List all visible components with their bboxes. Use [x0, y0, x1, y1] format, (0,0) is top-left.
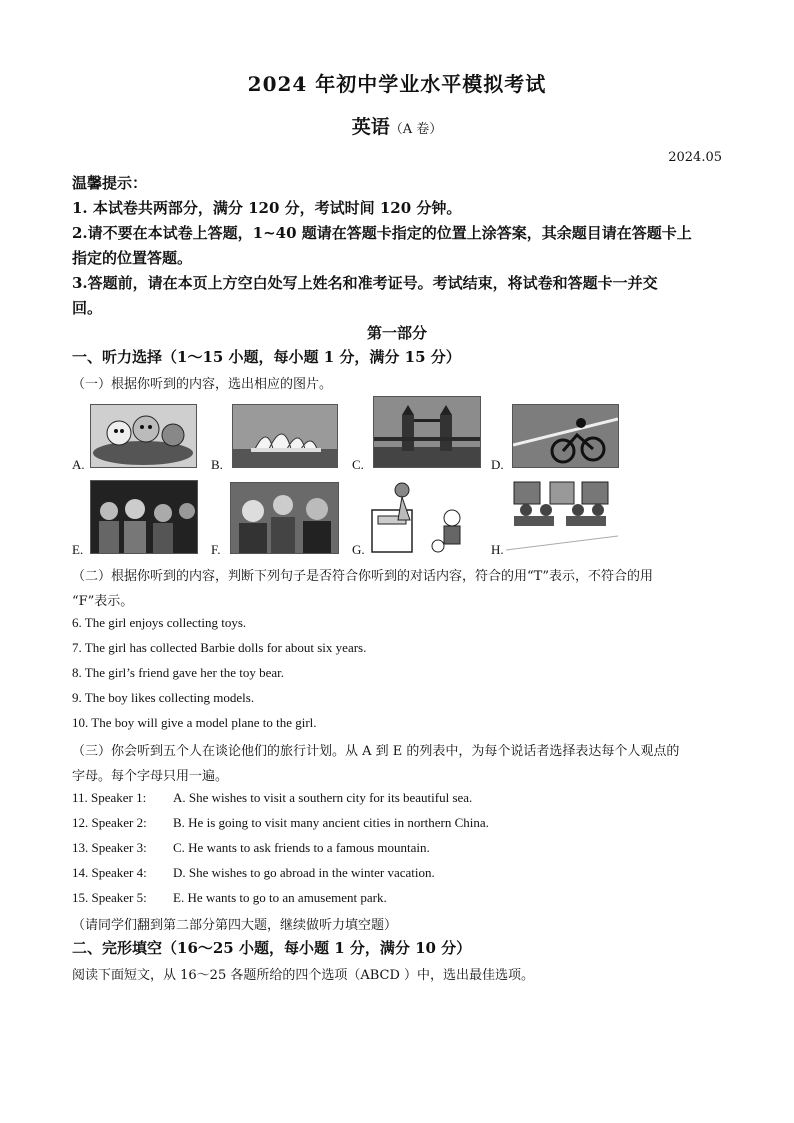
- cartoon-characters-icon: [91, 405, 196, 467]
- cloze-instruction: 阅读下面短文，从 16～25 各题所给的四个选项（ABCD ）中，选出最佳选项。: [72, 968, 535, 983]
- picture-label-e: E.: [72, 542, 84, 557]
- speaker-11: 11. Speaker 1:: [72, 790, 147, 805]
- statement-6: 6. The girl enjoys collecting toys.: [72, 615, 247, 630]
- speaker-15: 15. Speaker 5:: [72, 890, 147, 905]
- exam-date: 2024.05: [668, 150, 722, 165]
- statement-10: 10. The boy will give a model plane to the girl.: [72, 715, 317, 730]
- picture-e-cinema-audience: [90, 480, 198, 554]
- tip-line-3b: 回。: [72, 299, 103, 317]
- tips-heading: 温馨提示：: [72, 174, 148, 192]
- picture-label-c: C.: [352, 457, 364, 472]
- speaker-14: 14. Speaker 4:: [72, 865, 147, 880]
- picture-a-cartoon-characters: [90, 404, 197, 468]
- option-c: C. He wants to ask friends to a famous mountain.: [173, 840, 430, 855]
- cinema-audience-icon: [91, 481, 197, 553]
- sub-three-instruction-line1: （三）你会听到五个人在谈论他们的旅行计划。从 A 到 E 的列表中，为每个说话者选择表达每个人观点的: [72, 744, 680, 759]
- tip-line-3a: 3.答题前，请在本页上方空白处写上姓名和准考证号。考试结束，将试卷和答题卡一并交: [72, 274, 658, 292]
- classroom-icon: [506, 480, 618, 552]
- cyclist-icon: [513, 405, 618, 467]
- speaker-13: 13. Speaker 3:: [72, 840, 147, 855]
- sub-three-instruction-line2: 字母。每个字母只用一遍。: [72, 769, 229, 784]
- option-d: D. She wishes to go abroad in the winter vacation.: [173, 865, 435, 880]
- sub-two-instruction-line1: （二）根据你听到的内容，判断下列句子是否符合你听到的对话内容，符合的用“T”表示，不符合的用: [72, 569, 653, 584]
- washing-clothes-icon: [370, 480, 482, 554]
- subject-name: 英语: [351, 116, 390, 138]
- picture-g-washing-clothes: [370, 480, 482, 554]
- sub-one-instruction: （一）根据你听到的内容，选出相应的图片。: [72, 377, 333, 392]
- option-b: B. He is going to visit many ancient cities in northern China.: [173, 815, 489, 830]
- sub-two-instruction-line2: “F”表示。: [72, 594, 134, 609]
- picture-h-classroom: [506, 480, 618, 552]
- section-cloze-heading: 二、完形填空（16～25 小题，每小题 1 分，满分 10 分）: [72, 939, 472, 957]
- opera-house-icon: [233, 405, 337, 467]
- exam-title: 2024 年初中学业水平模拟考试: [247, 72, 547, 96]
- picture-label-a: A.: [72, 457, 85, 472]
- picture-label-g: G.: [352, 542, 365, 557]
- part-one-heading: 第一部分: [366, 324, 427, 342]
- option-e: E. He wants to go to an amusement park.: [173, 890, 387, 905]
- section-listening-heading: 一、听力选择（1～15 小题，每小题 1 分，满分 15 分）: [72, 348, 461, 366]
- turn-page-note: （请同学们翻到第二部分第四大题，继续做听力填空题）: [72, 918, 398, 933]
- picture-b-opera-house: [232, 404, 338, 468]
- paper-version: （A 卷）: [389, 122, 443, 137]
- speaker-12: 12. Speaker 2:: [72, 815, 147, 830]
- tip-line-2a: 2.请不要在本试卷上答题，1~40 题请在答题卡指定的位置上涂答案，其余题目请在答题卡上: [72, 224, 692, 242]
- tip-line-2b: 指定的位置答题。: [72, 249, 193, 267]
- picture-label-f: F.: [211, 542, 221, 557]
- picture-label-b: B.: [211, 457, 223, 472]
- subject-title: [0, 112, 794, 139]
- picture-c-tower-bridge: [373, 396, 481, 468]
- tower-bridge-icon: [374, 397, 480, 467]
- option-a: A. She wishes to visit a southern city for its beautiful sea.: [173, 790, 473, 805]
- statement-7: 7. The girl has collected Barbie dolls for about six years.: [72, 640, 367, 655]
- tip-line-1: 1. 本试卷共两部分，满分 120 分，考试时间 120 分钟。: [72, 199, 462, 217]
- picture-d-cyclist: [512, 404, 619, 468]
- picture-label-d: D.: [491, 457, 504, 472]
- statement-9: 9. The boy likes collecting models.: [72, 690, 255, 705]
- statement-8: 8. The girl’s friend gave her the toy bear.: [72, 665, 285, 680]
- picture-label-h: H.: [491, 542, 504, 557]
- people-group-icon: [231, 483, 338, 553]
- picture-f-people-group: [230, 482, 339, 554]
